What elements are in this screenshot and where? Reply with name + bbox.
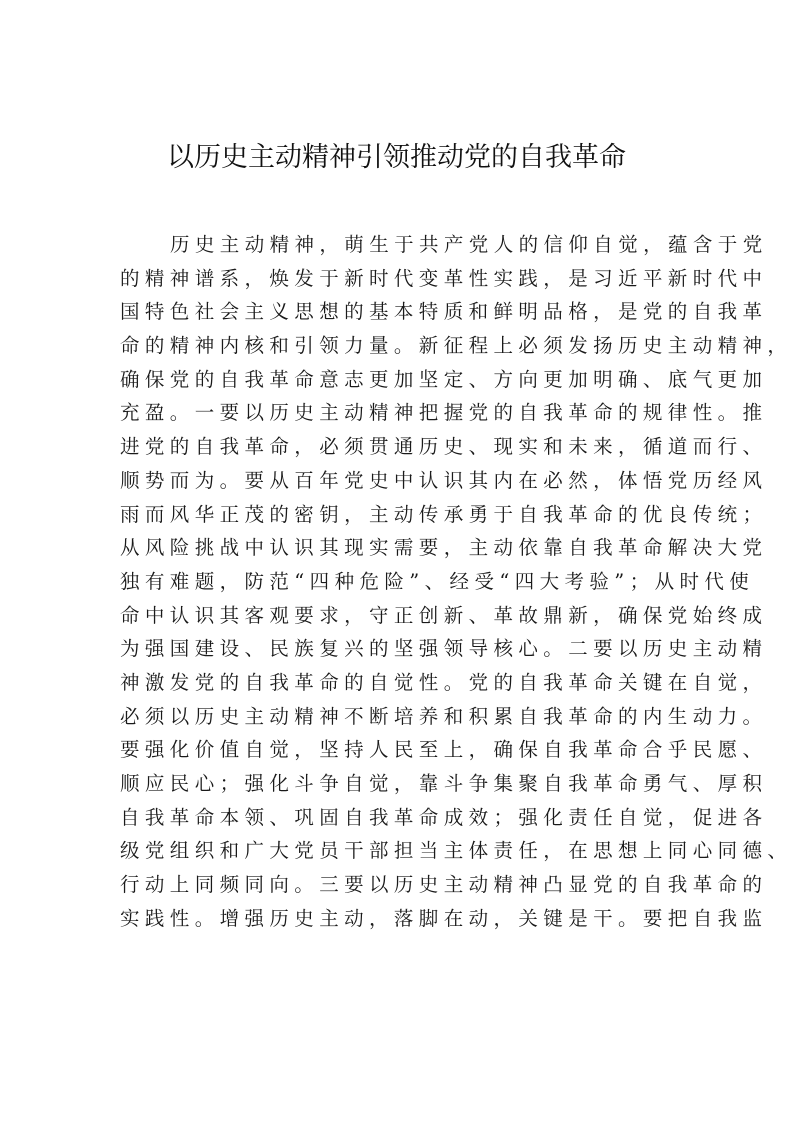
- paragraph-line: 雨而风华正茂的密钥，主动传承勇于自我革命的优良传统；: [120, 502, 768, 526]
- paragraph-line: 实践性。增强历史主动，落脚在动，关键是干。要把自我监: [120, 906, 768, 930]
- paragraph-line: 要强化价值自觉，坚持人民至上，确保自我革命合乎民愿、: [120, 738, 768, 762]
- document-body: [120, 228, 793, 935]
- paragraph-line: 行动上同频同向。三要以历史主动精神凸显党的自我革命的: [120, 873, 768, 897]
- paragraph-line: 的精神谱系，焕发于新时代变革性实践，是习近平新时代中: [120, 266, 768, 290]
- paragraph-line: 充盈。一要以历史主动精神把握党的自我革命的规律性。推: [120, 401, 768, 425]
- paragraph-line: 顺应民心；强化斗争自觉，靠斗争集聚自我革命勇气、厚积: [120, 772, 768, 795]
- paragraph-line: 从风险挑战中认识其现实需要，主动依靠自我革命解决大党: [120, 536, 768, 560]
- paragraph-line: 级党组织和广大党员干部担当主体责任，在思想上同心同德、: [120, 839, 793, 863]
- paragraph-line: 独有难题，防范“四种危险”、经受“四大考验”；从时代使: [120, 569, 755, 593]
- paragraph-line: 神激发党的自我革命的自觉性。党的自我革命关键在自觉，: [120, 670, 768, 694]
- paragraph-line: 历史主动精神，萌生于共产党人的信仰自觉，蕴含于党: [170, 233, 768, 256]
- paragraph-line: 确保党的自我革命意志更加坚定、方向更加明确、底气更加: [120, 367, 768, 391]
- paragraph-line: 自我革命本领、巩固自我革命成效；强化责任自觉，促进各: [120, 805, 768, 829]
- paragraph-line: 进党的自我革命，必须贯通历史、现实和未来，循道而行、: [120, 435, 768, 459]
- paragraph-line: 顺势而为。要从百年党史中认识其内在必然，体悟党历经风: [120, 468, 768, 492]
- paragraph-line: 必须以历史主动精神不断培养和积累自我革命的内生动力。: [120, 704, 768, 728]
- paragraph-line: 命的精神内核和引领力量。新征程上必须发扬历史主动精神，: [120, 334, 793, 358]
- paragraph-line: 为强国建设、民族复兴的坚强领导核心。二要以历史主动精: [120, 637, 768, 661]
- document-title: 以历史主动精神引领推动党的自我革命: [167, 142, 626, 173]
- paragraph-line: 国特色社会主义思想的基本特质和鲜明品格，是党的自我革: [120, 300, 768, 324]
- paragraph-line: 命中认识其客观要求，守正创新、革故鼎新，确保党始终成: [120, 603, 768, 627]
